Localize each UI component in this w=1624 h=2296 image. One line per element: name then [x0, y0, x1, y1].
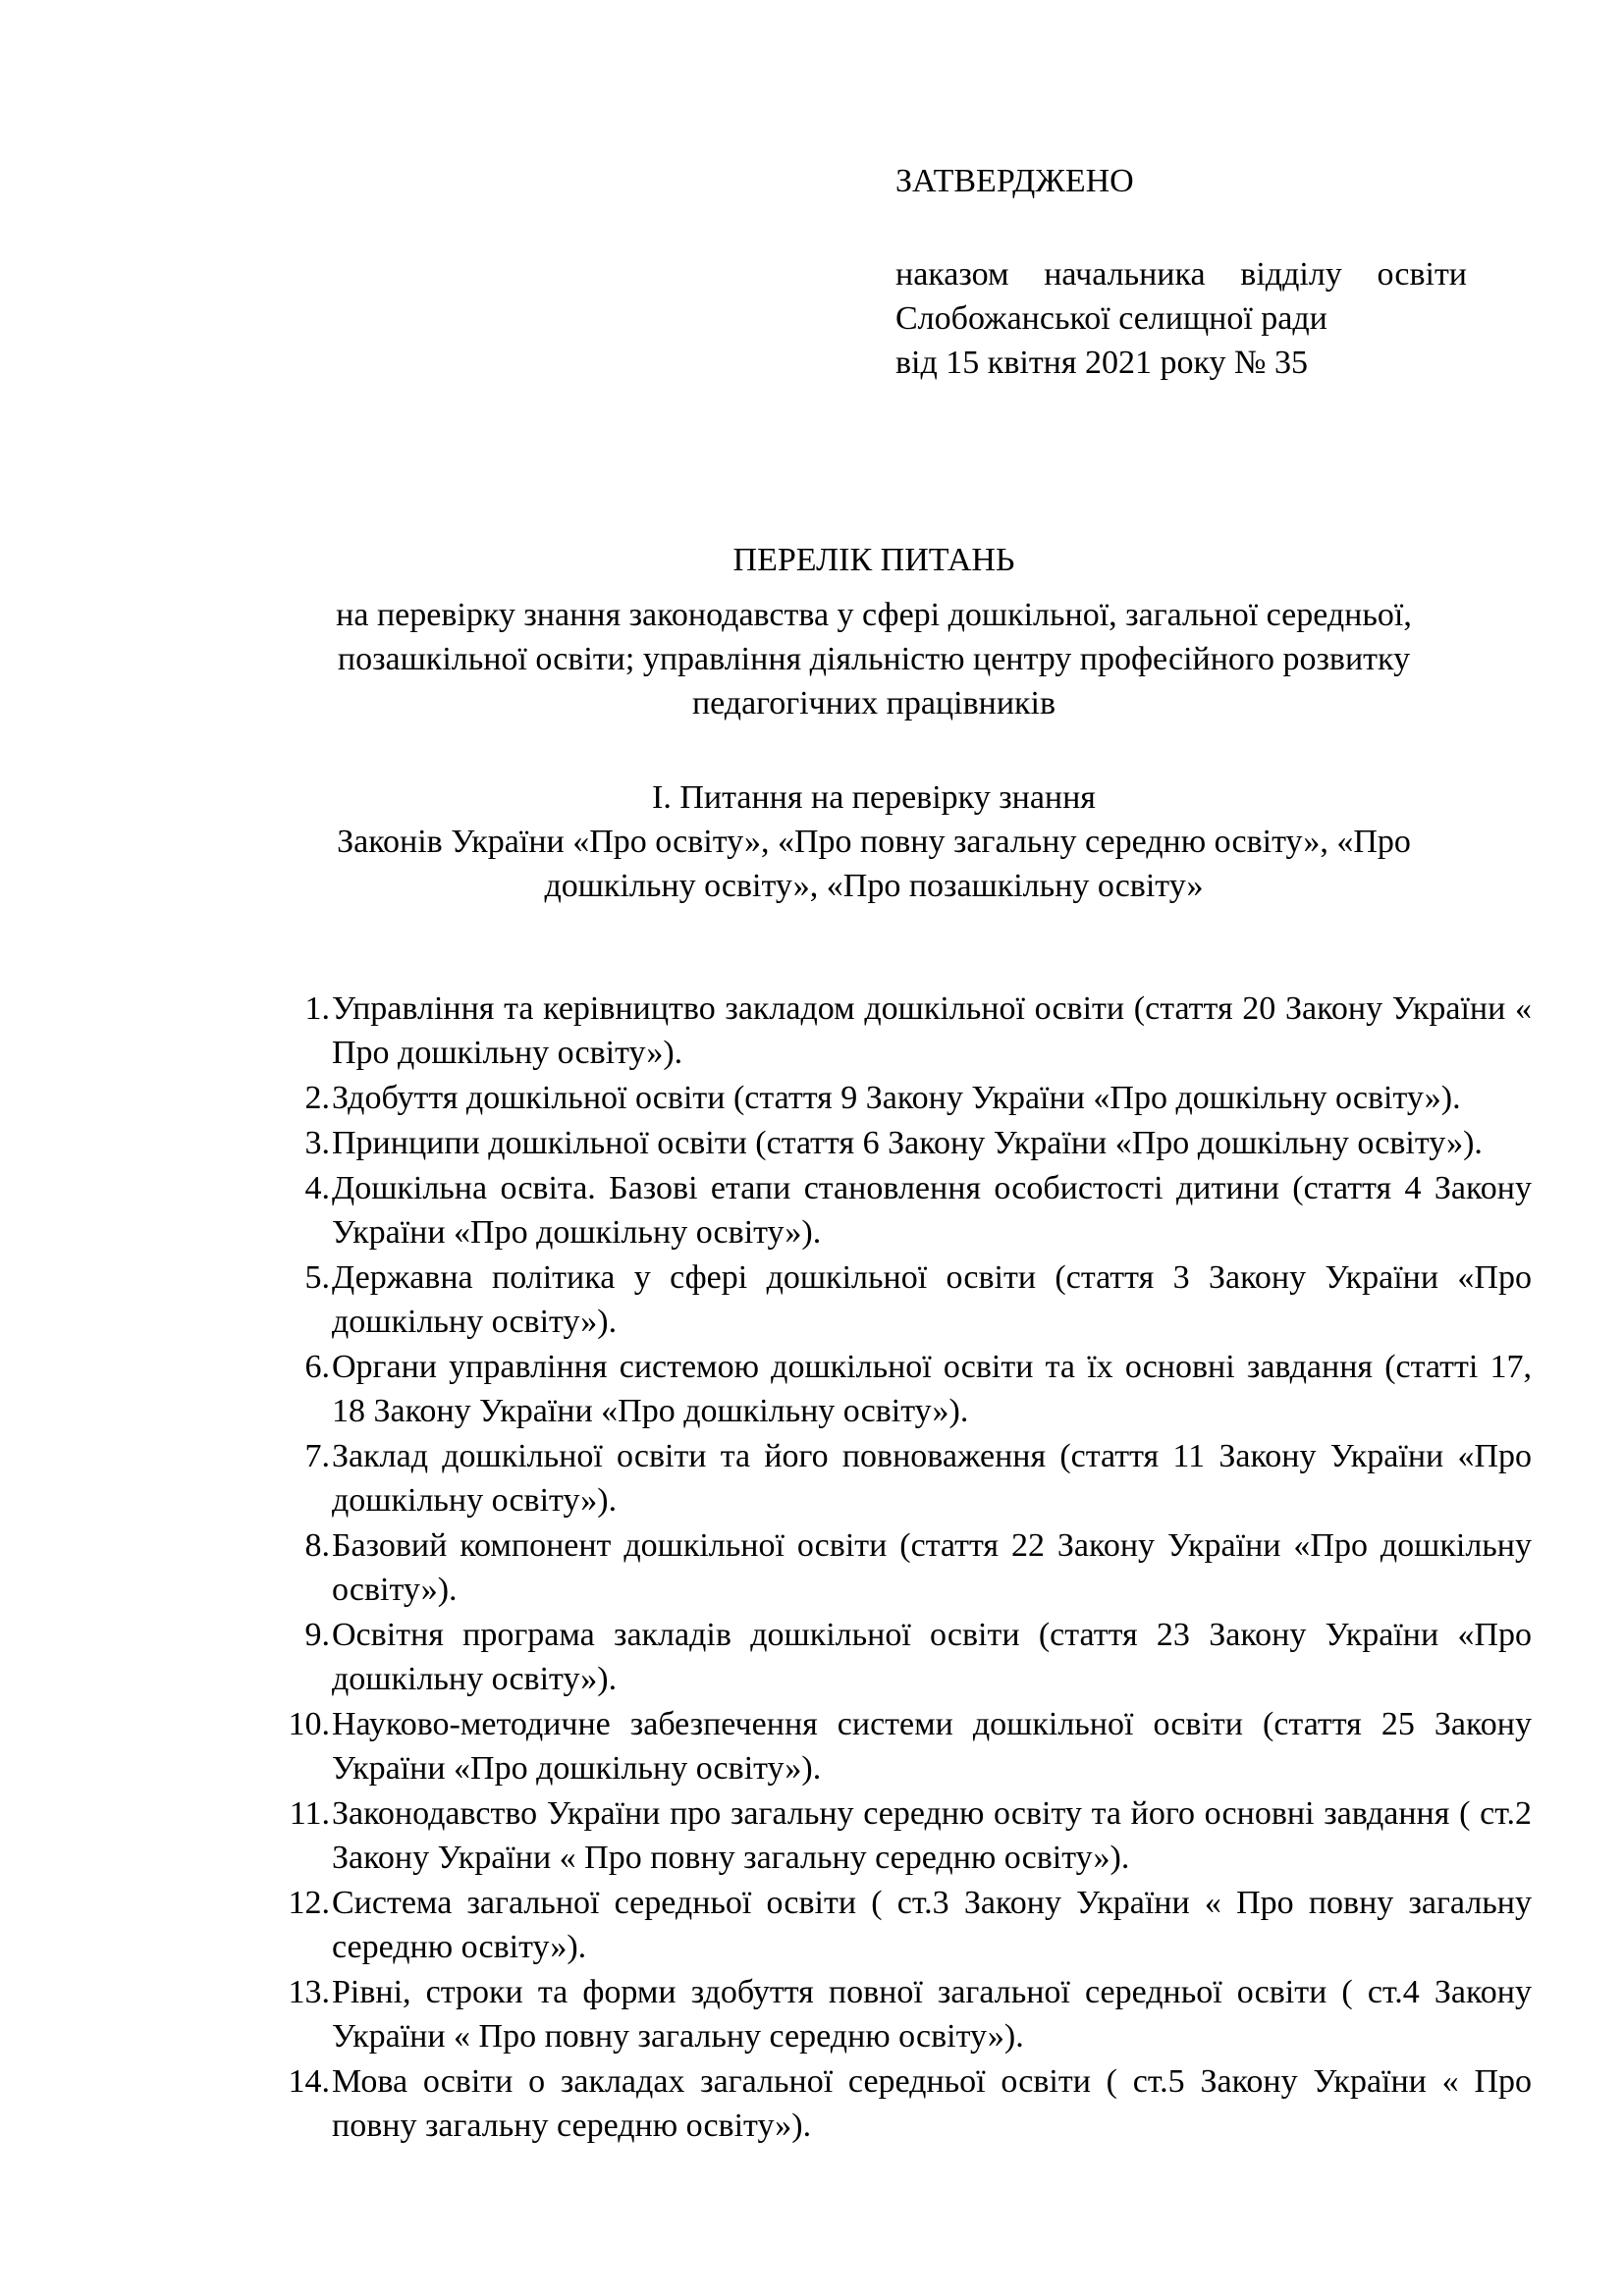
question-text: Органи управління системою дошкільної освіти та їх основні завдання (статті 17, 18 Закону України «Про дошкільну освіту»).	[332, 1349, 1532, 1429]
document-subtitle-line: на перевірку знання законодавства у сфері дошкільної, загальної середньої,	[336, 597, 1412, 633]
question-number: 2.	[304, 1080, 330, 1116]
question-text: Здобуття дошкільної освіти (стаття 9 Закону України «Про дошкільну освіту»).	[332, 1080, 1461, 1116]
question-item	[0, 1166, 1624, 1255]
question-number: 9.	[304, 1617, 330, 1653]
question-text: Система загальної середньої освіти ( ст.3 Закону України « Про повну загальну середню освіту»).	[332, 1885, 1532, 1965]
question-item	[0, 1523, 1624, 1612]
question-item	[0, 1255, 1624, 1344]
approval-title: ЗАТВЕРДЖЕНО	[895, 163, 1134, 199]
question-number: 5.	[304, 1259, 330, 1296]
question-item	[0, 1613, 1624, 1701]
document-title-block	[257, 538, 1490, 725]
question-number: 8.	[304, 1527, 330, 1564]
section-heading-block	[257, 775, 1490, 908]
question-item	[0, 1702, 1624, 1790]
question-text: Рівні, строки та форми здобуття повної загальної середньої освіти ( ст.4 Закону України « Про повну загальну середню освіту»).	[332, 1974, 1532, 2055]
document-subtitle-line: позашкільної освіти; управління діяльністю центру професійного розвитку	[337, 641, 1411, 677]
document-subtitle-line: педагогічних працівників	[691, 685, 1056, 721]
question-text: Законодавство України про загальну середню освіту та його основні завдання ( ст.2 Закону України « Про повну загальну середню освіту»).	[332, 1795, 1532, 1876]
question-item	[0, 1434, 1624, 1522]
question-number: 11.	[289, 1795, 330, 1832]
question-number: 6.	[304, 1349, 330, 1385]
question-text: Мова освіти о закладах загальної середньої освіти ( ст.5 Закону України « Про повну загальну середню освіту»).	[332, 2063, 1532, 2144]
question-number: 7.	[304, 1438, 330, 1474]
question-text: Державна політика у сфері дошкільної освіти (стаття 3 Закону України «Про дошкільну освіту»).	[332, 1259, 1532, 1340]
section-heading: І. Питання на перевірку знання	[652, 779, 1096, 816]
question-number: 14.	[288, 2063, 330, 2100]
question-text: Принципи дошкільної освіти (стаття 6 Закону України «Про дошкільну освіту»).	[332, 1125, 1483, 1161]
question-number: 4.	[304, 1170, 330, 1206]
section-heading-line: Законів України «Про освіту», «Про повну загальну середню освіту», «Про	[337, 824, 1411, 860]
question-item	[0, 1345, 1624, 1433]
question-item	[0, 1970, 1624, 2058]
question-item	[0, 1076, 1624, 1120]
section-heading-line: дошкільну освіту», «Про позашкільну освіту»	[544, 868, 1204, 904]
question-item	[0, 1881, 1624, 1969]
question-text: Заклад дошкільної освіти та його повноваження (стаття 11 Закону України «Про дошкільну освіту»).	[332, 1438, 1532, 1519]
question-text: Управління та керівництво закладом дошкільної освіти (стаття 20 Закону України « Про дошкільну освіту»).	[332, 990, 1532, 1071]
question-text: Науково-методичне забезпечення системи дошкільної освіти (стаття 25 Закону України «Про дошкільну освіту»).	[332, 1706, 1532, 1787]
approval-order-line: наказом начальника відділу освіти	[895, 256, 1467, 293]
approval-stamp-block	[895, 159, 1467, 385]
question-item	[0, 2059, 1624, 2148]
question-number: 1.	[304, 990, 330, 1027]
question-number: 13.	[288, 1974, 330, 2010]
question-text: Освітня програма закладів дошкільної освіти (стаття 23 Закону України «Про дошкільну освіту»).	[332, 1617, 1532, 1697]
question-item	[0, 1791, 1624, 1880]
approval-council-line: Слобожанської селищної ради	[895, 300, 1327, 337]
question-text: Дошкільна освіта. Базові етапи становлення особистості дитини (стаття 4 Закону України «Про дошкільну освіту»).	[332, 1170, 1532, 1251]
document-title: ПЕРЕЛІК ПИТАНЬ	[732, 542, 1015, 578]
questions-list	[0, 987, 1624, 2149]
question-number: 3.	[304, 1125, 330, 1161]
question-number: 12.	[288, 1885, 330, 1921]
question-number: 10.	[288, 1706, 330, 1742]
question-text: Базовий компонент дошкільної освіти (стаття 22 Закону України «Про дошкільну освіту»).	[332, 1527, 1532, 1608]
question-item	[0, 987, 1624, 1075]
question-item	[0, 1121, 1624, 1165]
approval-date-line: від 15 квітня 2021 року № 35	[895, 345, 1308, 381]
